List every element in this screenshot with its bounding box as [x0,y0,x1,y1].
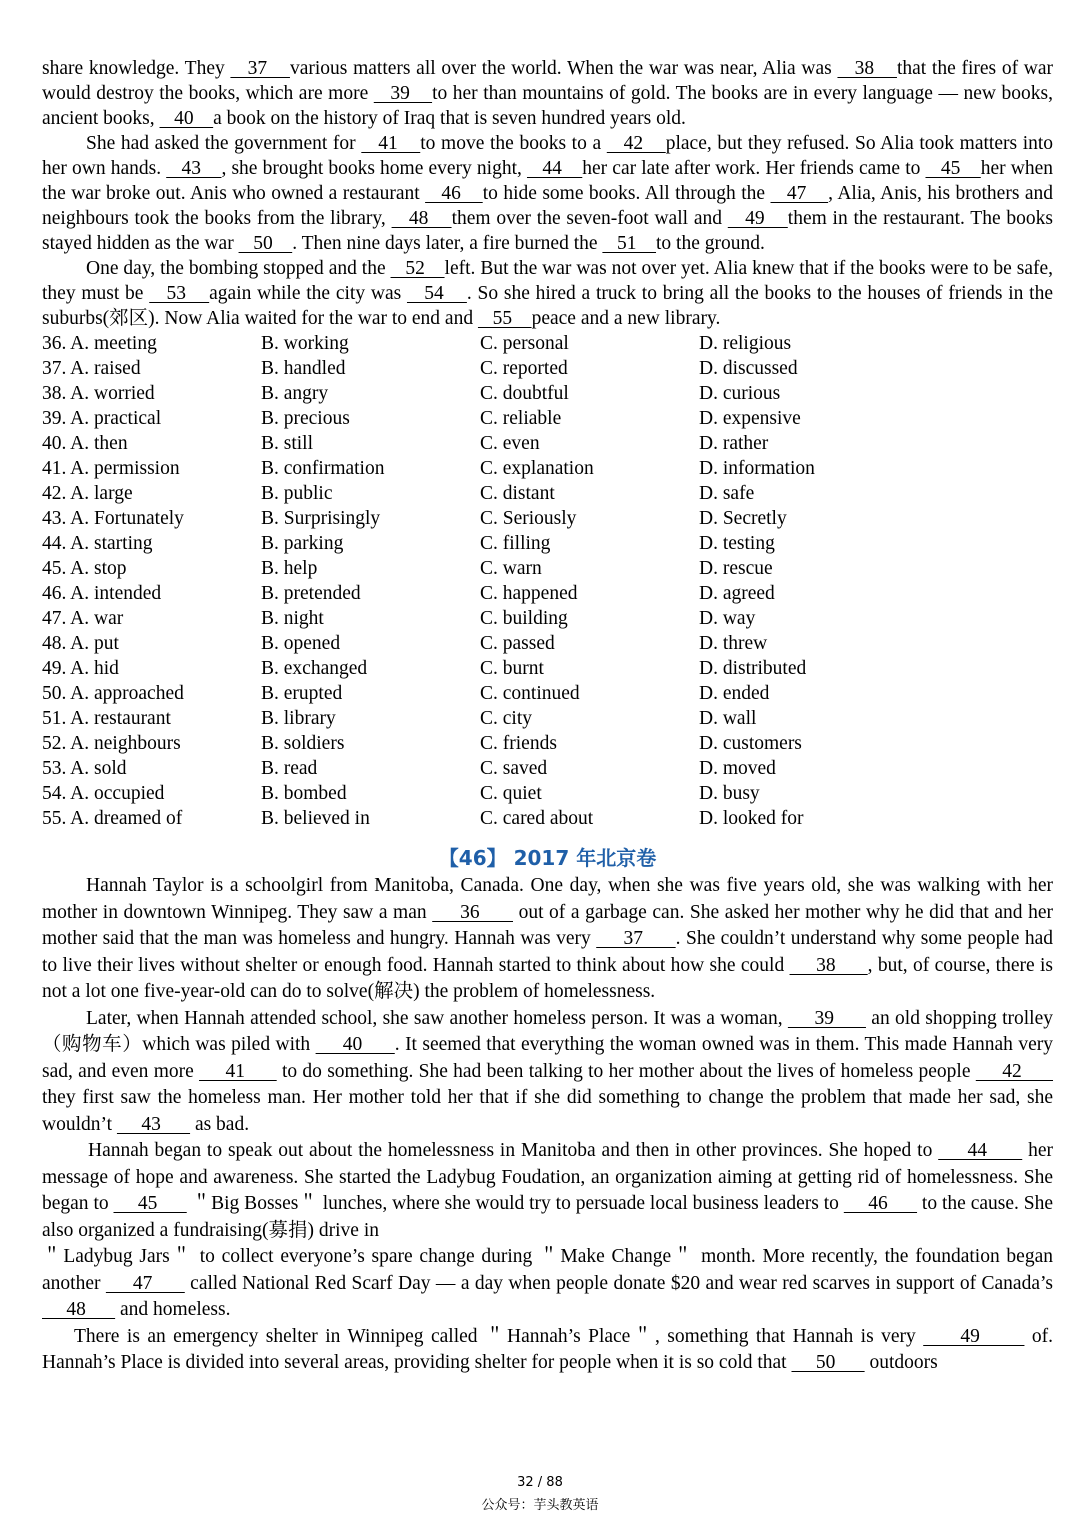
option-c: C. quiet [480,783,542,804]
blank-37: 37 [230,58,290,79]
option-row [42,406,1053,431]
blank-55: 55 [477,308,532,329]
option-row [42,606,1053,631]
source-label: 公众号：芋头教英语 [481,1498,599,1513]
option-b: B. bombed [261,783,347,804]
option-d: D. safe [699,483,755,504]
option-b: B. night [261,608,324,629]
passage2-paragraph-3-cont: ＂Ladybug Jars＂ to collect everyone’s spare change during ＂Make Change＂ month. More recently, the foundation began another 47 called National Red Scarf Day — a day when people donate $20 and wear red scarves in support of Canada’s 48 and homeless. [42,1246,1053,1320]
option-b: B. exchanged [261,658,368,679]
option-d: D. curious [699,383,781,404]
blank-46: 46 [425,183,483,204]
option-row [42,756,1053,781]
option-a: 38. A. worried [42,383,155,404]
option-a: 55. A. dreamed of [42,808,183,829]
option-d: D. customers [699,733,802,754]
option-d: D. testing [699,533,775,554]
option-c: C. saved [480,758,548,779]
option-d: D. Secretly [699,508,787,529]
option-d: D. expensive [699,408,801,429]
blank-54: 54 [406,283,467,304]
option-row [42,556,1053,581]
blank-48: 48 [391,208,452,229]
blank-37: 37 [596,928,676,949]
passage1-paragraph-3: One day, the bombing stopped and the 52 left. But the war was not over yet. Alia knew that if the books were to be safe, they must be 53 again while the city was 54 . So she hired a truck to bring all the books to the houses of friends in the suburbs(郊区). Now Alia waited for the war to end and 55 peace and a new library. [42,258,1054,329]
option-c: C. distant [480,483,555,504]
blank-44: 44 [526,158,583,179]
section-heading: 【46】 2017 年北京卷 [438,846,657,870]
blank-40: 40 [159,108,214,129]
option-c: C. burnt [480,658,544,679]
option-b: B. confirmation [261,458,385,479]
blank-43: 43 [166,158,222,179]
option-c: C. cared about [480,808,594,829]
option-row [42,731,1053,756]
option-a: 50. A. approached [42,683,184,704]
option-a: 46. A. intended [42,583,162,604]
blank-47: 47 [770,183,829,204]
option-a: 52. A. neighbours [42,733,181,754]
option-a: 43. A. Fortunately [42,508,184,529]
option-a: 44. A. starting [42,533,153,554]
option-c: C. doubtful [480,383,569,404]
option-row [42,581,1053,606]
blank-44: 44 [938,1140,1023,1161]
blank-52: 52 [390,258,445,279]
option-row [42,681,1053,706]
option-a: 47. A. war [42,608,124,629]
option-b: B. pretended [261,583,361,604]
option-d: D. distributed [699,658,807,679]
option-b: B. help [261,558,318,579]
blank-43: 43 [116,1113,191,1135]
blank-49: 49 [923,1325,1025,1347]
option-c: C. personal [480,333,569,354]
option-d: D. rescue [699,558,773,579]
option-row [42,656,1053,681]
blank-41: 41 [361,133,421,154]
blank-47: 47 [105,1272,185,1294]
option-row [42,381,1053,406]
option-b: B. library [261,708,336,729]
blank-50: 50 [791,1352,865,1373]
option-a: 53. A. sold [42,758,127,779]
option-a: 54. A. occupied [42,783,165,804]
option-row [42,481,1053,506]
option-row [42,706,1053,731]
option-d: D. looked for [699,808,804,829]
option-b: B. parking [261,533,344,554]
option-row [42,331,1053,356]
option-c: C. warn [480,558,542,579]
option-row [42,356,1053,381]
option-b: B. handled [261,358,346,379]
option-row [42,456,1053,481]
option-d: D. way [699,608,756,629]
passage1-paragraph-1: share knowledge. They 37 various matters all over the world. When the war was near, Alia was 38 that the fires of war would destroy the books, which are more 39 to her than mountains of gold. The books are in every language — new books, ancient books, 40 a book on the history of Iraq that is seven hundred years old. [42,58,1054,129]
blank-49: 49 [727,208,788,229]
option-b: B. precious [261,408,350,429]
option-c: C. Seriously [480,508,577,529]
option-d: D. ended [699,683,770,704]
passage2-paragraph-3: Hannah began to speak out about the homelessness in Manitoba and then in other provinces. She hoped to 44 her message of hope and awareness. She started the Ladybug Foudation, an organization aiming at getting rid of homelessness. She began to 45 ＂Big Bosses＂ lunches, where she would try to persuade local business leaders to 46 to the cause. She also organized a fundraising(募捐) drive in [42,1140,1054,1241]
option-c: C. building [480,608,568,629]
blank-36: 36 [432,901,513,923]
option-b: B. Surprisingly [261,508,381,529]
option-row [42,531,1053,556]
option-row [42,631,1053,656]
option-b: B. believed in [261,808,370,829]
option-b: B. working [261,333,349,354]
option-d: D. information [699,458,815,479]
blank-38: 38 [789,954,868,976]
option-d: D. moved [699,758,776,779]
option-d: D. busy [699,783,760,804]
option-row [42,506,1053,531]
option-row [42,781,1053,806]
option-d: D. threw [699,633,768,654]
option-c: C. filling [480,533,551,554]
page-number: 32 / 88 [517,1475,563,1490]
blank-50: 50 [238,233,293,254]
passage2-paragraph-4: There is an emergency shelter in Winnipeg called ＂Hannah’s Place＂, something that Hannah is very 49 of. Hannah’s Place is divided into several areas, providing shelter for people when it is so cold that 50 outdoors [42,1325,1054,1373]
option-d: D. wall [699,708,757,729]
passage2-paragraph-1: Hannah Taylor is a schoolgirl from Manitoba, Canada. One day, when she was five years old, she was walking with her mother in downtown Winnipeg. They saw a man 36 out of a garbage can. She asked her mother why he did that and her mother said that the man was homeless and hungry. Hannah was very 37 . She couldn’t understand why some people had to live their lives without shelter or enough food. Hannah started to think about how she could 38 , but, of course, there is not a lot one five-year-old can do to solve(解决) the problem of homelessness. [42,875,1054,1002]
blank-42: 42 [606,133,666,154]
option-b: B. soldiers [261,733,345,754]
option-b: B. still [261,433,314,454]
option-c: C. explanation [480,458,594,479]
option-d: D. discussed [699,358,798,379]
option-a: 48. A. put [42,633,119,654]
blank-41: 41 [199,1060,277,1082]
option-c: C. passed [480,633,555,654]
option-c: C. happened [480,583,578,604]
blank-39: 39 [787,1007,866,1029]
document-page [42,56,1053,1377]
option-b: B. erupted [261,683,343,704]
blank-45: 45 [113,1193,187,1214]
option-c: C. friends [480,733,557,754]
blank-53: 53 [149,283,210,304]
option-c: C. reported [480,358,568,379]
option-d: D. rather [699,433,769,454]
option-a: 39. A. practical [42,408,162,429]
option-a: 36. A. meeting [42,333,157,354]
option-b: B. read [261,758,318,779]
option-d: D. agreed [699,583,775,604]
blank-46: 46 [843,1193,918,1214]
blank-51: 51 [602,233,657,254]
option-a: 45. A. stop [42,558,127,579]
option-row [42,806,1053,831]
option-b: B. public [261,483,333,504]
option-a: 49. A. hid [42,658,119,679]
options-list [42,331,1053,831]
option-a: 40. A. then [42,433,128,454]
passage2-paragraph-2: Later, when Hannah attended school, she saw another homeless person. It was a woman, 39 an old shopping trolley（购物车）which was piled with 40 . It seemed that everything the woman owned was in them. This made Hannah very sad, and even more 41 to do something. She had been talking to her mother about the lives of homeless people 42 they first saw the homeless man. Her mother told her that if she did something to change the problem that made her sad, she wouldn’t 43 as bad. [42,1007,1054,1135]
option-a: 37. A. raised [42,358,141,379]
blank-38: 38 [837,58,897,79]
option-c: C. reliable [480,408,562,429]
option-a: 51. A. restaurant [42,708,171,729]
blank-45: 45 [925,158,981,179]
option-c: C. even [480,433,540,454]
blank-39: 39 [373,83,433,104]
blank-40: 40 [315,1034,395,1055]
option-row [42,431,1053,456]
option-b: B. angry [261,383,329,404]
passage1-paragraph-2: She had asked the government for 41 to move the books to a 42 place, but they refused. So Alia took matters into her own hands. 43 , she brought books home every night, 44 her car late after work. Her friends came to 45 her when the war broke out. Anis who owned a restaurant 46 to hide some books. All through the 47 , Alia, Anis, his brothers and neighbours took the books from the library, 48 them over the seven-foot wall and 49 them in the restaurant. The books stayed hidden as the war 50 . Then nine days later, a fire burned the 51 to the ground. [42,133,1054,254]
option-a: 42. A. large [42,483,133,504]
blank-48: 48 [42,1299,116,1320]
option-b: B. opened [261,633,341,654]
option-d: D. religious [699,333,792,354]
option-c: C. city [480,708,532,729]
blank-42: 42 [975,1060,1054,1082]
option-a: 41. A. permission [42,458,180,479]
option-c: C. continued [480,683,580,704]
